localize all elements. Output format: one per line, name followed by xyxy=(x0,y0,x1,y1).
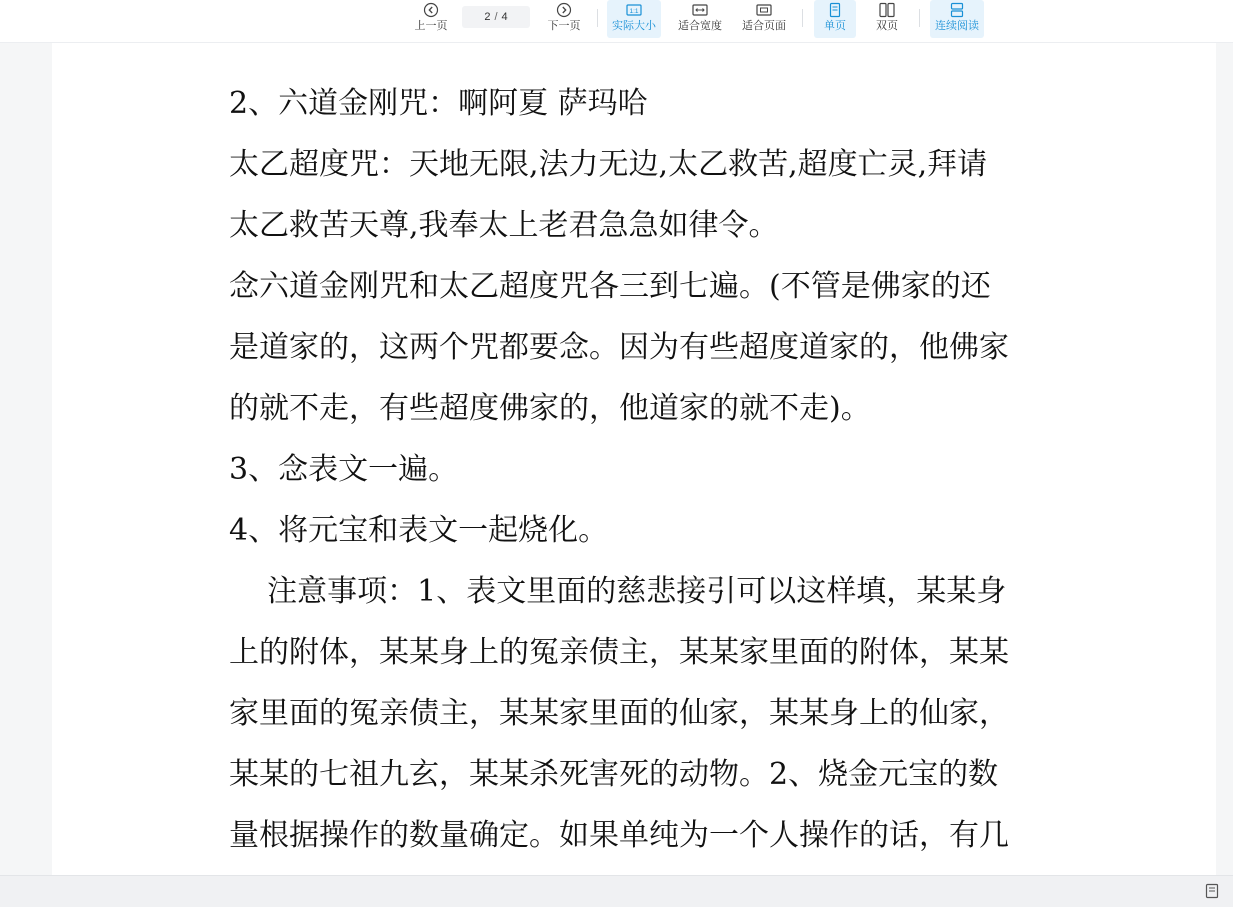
fit-width-icon xyxy=(691,2,709,18)
text-line: 4、将元宝和表文一起烧化。 xyxy=(229,513,609,548)
toolbar-divider xyxy=(919,9,920,27)
continuous-reading-icon xyxy=(949,2,965,18)
fit-page-label: 适合页面 xyxy=(742,19,786,32)
actual-size-icon xyxy=(625,2,643,18)
document-viewer[interactable] xyxy=(0,43,1233,875)
next-page-label: 下一页 xyxy=(547,19,581,32)
chevron-right-circle-icon xyxy=(556,2,572,18)
page-text xyxy=(229,73,1059,866)
prev-page-button[interactable] xyxy=(410,0,452,38)
page-number-input[interactable] xyxy=(462,6,530,28)
text-line: 念六道金刚咒和太乙超度咒各三到七遍。(不管是佛家的还 xyxy=(229,269,991,304)
single-page-button[interactable] xyxy=(814,0,856,38)
actual-size-button[interactable] xyxy=(607,0,661,38)
next-page-button[interactable] xyxy=(543,0,585,38)
single-page-icon xyxy=(827,2,843,18)
toolbar-divider xyxy=(802,9,803,27)
viewer-toolbar xyxy=(0,0,1233,43)
toolbar-divider xyxy=(597,9,598,27)
fit-width-label: 适合宽度 xyxy=(678,19,722,32)
chevron-left-circle-icon xyxy=(423,2,439,18)
text-line: 2、六道金刚咒：啊阿夏 萨玛哈 xyxy=(229,86,648,121)
double-page-button[interactable] xyxy=(866,0,908,38)
double-page-icon xyxy=(878,2,896,18)
actual-size-label: 实际大小 xyxy=(612,19,656,32)
text-line: 的就不走，有些超度佛家的，他道家的就不走)。 xyxy=(229,391,871,426)
text-line: 3、念表文一遍。 xyxy=(229,452,459,487)
total-pages: 4 xyxy=(501,11,508,23)
text-line: 上的附体，某某身上的冤亲债主，某某家里面的附体，某某 xyxy=(229,635,1009,670)
single-page-label: 单页 xyxy=(824,19,846,32)
svg-text:1:1: 1:1 xyxy=(629,8,639,15)
document-page xyxy=(52,43,1216,875)
text-line: 太乙救苦天尊,我奉太上老君急急如律令。 xyxy=(229,208,779,243)
status-bar xyxy=(0,875,1233,907)
prev-page-label: 上一页 xyxy=(414,19,448,32)
text-line: 某某的七祖九玄，某某杀死害死的动物。2、烧金元宝的数 xyxy=(229,757,999,792)
page-separator: / xyxy=(494,11,498,23)
continuous-reading-label: 连续阅读 xyxy=(935,19,979,32)
text-line: 是道家的，这两个咒都要念。因为有些超度道家的，他佛家 xyxy=(229,330,1009,365)
double-page-label: 双页 xyxy=(876,19,898,32)
fit-page-icon xyxy=(755,2,773,18)
continuous-reading-button[interactable] xyxy=(930,0,984,38)
page-view-icon[interactable] xyxy=(1205,883,1219,899)
text-line: 量根据操作的数量确定。如果单纯为一个人操作的话，有几 xyxy=(229,818,1009,853)
current-page: 2 xyxy=(484,11,491,23)
fit-width-button[interactable] xyxy=(673,0,727,38)
text-line: 太乙超度咒：天地无限,法力无边,太乙救苦,超度亡灵,拜请 xyxy=(229,147,988,182)
text-line: 家里面的冤亲债主，某某家里面的仙家，某某身上的仙家， xyxy=(229,696,1009,731)
text-line: 注意事项：1、表文里面的慈悲接引可以这样填，某某身 xyxy=(229,574,1007,609)
fit-page-button[interactable] xyxy=(737,0,791,38)
